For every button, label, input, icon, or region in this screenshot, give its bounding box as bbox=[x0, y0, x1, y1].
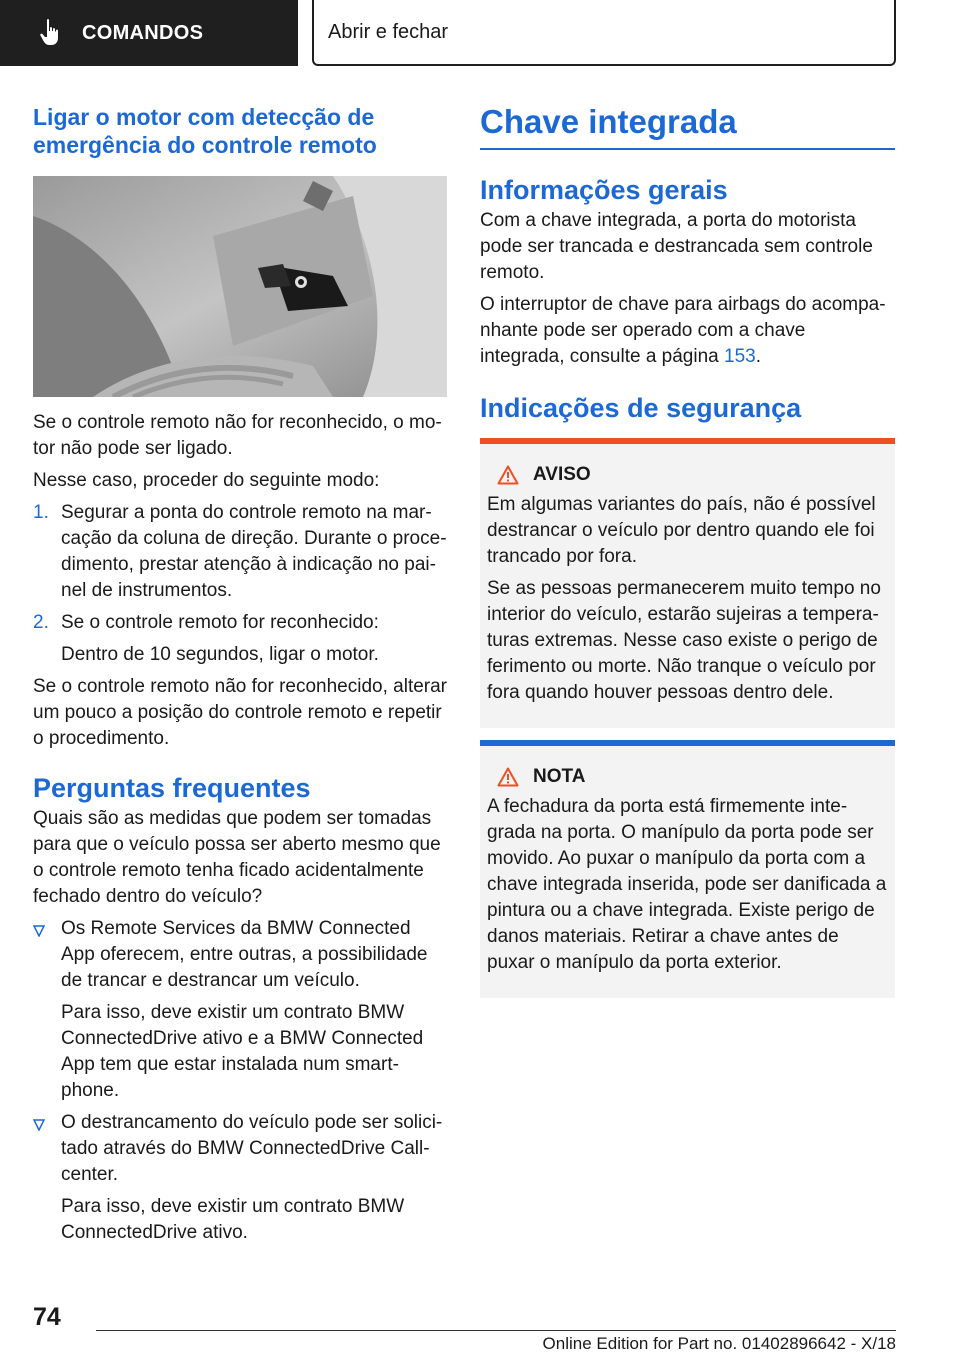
emergency-start-heading: Ligar o motor com detecção de emergência do controle remoto bbox=[33, 104, 377, 158]
right-column bbox=[480, 100, 895, 998]
note-label: NOTA bbox=[533, 766, 586, 787]
note-box bbox=[480, 740, 895, 998]
not-recognized-text: Se o controle remoto não for reconhecido, o mo-tor não pode ser ligado. bbox=[33, 412, 442, 459]
page-number: 74 bbox=[33, 1303, 61, 1331]
step-item bbox=[33, 610, 447, 668]
warning-text: Se as pessoas permanecerem muito tempo no interior do veículo, estarão sujeiras a tempera-turas extremas. Nesse caso existe o perigo de ferimento ou morte. Não tranque o veículo por fora quando houver pessoas dentro dele. bbox=[487, 578, 881, 703]
airbag-switch-text: O interruptor de chave para airbags do acompa-nhante pode ser operado com a chave integrada, consulte a página 153. bbox=[480, 294, 886, 367]
step-number: 2. bbox=[33, 612, 49, 633]
steering-column-key-photo bbox=[33, 176, 447, 397]
chapter-title: Abrir e fechar bbox=[328, 20, 449, 43]
triangle-bullet-icon bbox=[33, 925, 45, 937]
warning-text: Em algumas variantes do país, não é possível destrancar o veículo por dentro quando ele foi trancado por fora. bbox=[487, 494, 876, 567]
page-reference-link[interactable]: 153 bbox=[724, 346, 756, 367]
list-item-text: O destrancamento do veículo pode ser solici-tado através do BMW ConnectedDrive Call-center. bbox=[61, 1112, 443, 1185]
note-bar bbox=[480, 740, 895, 746]
procedure-intro: Nesse caso, proceder do seguinte modo: bbox=[33, 470, 380, 491]
list-item-subtext: Para isso, deve existir um contrato BMW ConnectedDrive ativo e a BMW Connected App tem que estar instalada num smart-phone. bbox=[61, 1002, 424, 1101]
note-text: A fechadura da porta está firmemente inte-grada na porta. O manípulo da porta pode ser movido. Ao puxar o manípulo da porta com a chave integrada inserida, pode ser danificada a pintura ou a chave integrada. Existe perigo de danos materiais. Retirar a chave antes de puxar o manípulo da porta exterior. bbox=[487, 796, 887, 973]
list-item bbox=[33, 1110, 447, 1246]
step-text: Se o controle remoto for reconhecido: bbox=[61, 612, 379, 633]
section-title: COMANDOS bbox=[82, 21, 204, 44]
warning-triangle-icon bbox=[497, 767, 519, 787]
general-info-text: Com a chave integrada, a porta do motorista pode ser trancada e destrancada sem controle remoto. bbox=[480, 210, 873, 283]
faq-heading: Perguntas frequentes bbox=[33, 773, 311, 803]
heading-rule bbox=[480, 148, 895, 150]
faq-question: Quais são as medidas que podem ser tomadas para que o veículo possa ser aberto mesmo que o controle remoto tenha ficado acidentalmente fechado dentro do veículo? bbox=[33, 808, 441, 907]
list-item-subtext: Para isso, deve existir um contrato BMW ConnectedDrive ativo. bbox=[61, 1196, 405, 1243]
footer-rule bbox=[96, 1330, 896, 1331]
warning-bar bbox=[480, 438, 895, 444]
hand-pointer-icon bbox=[38, 18, 64, 48]
step-number: 1. bbox=[33, 502, 49, 523]
list-item-text: Os Remote Services da BMW Connected App oferecem, entre outras, a possibilidade de trancar e destrancar um veículo. bbox=[61, 918, 428, 991]
warning-triangle-icon bbox=[497, 465, 519, 485]
chapter-tab bbox=[312, 0, 896, 66]
warning-label: AVISO bbox=[533, 464, 591, 485]
triangle-bullet-icon bbox=[33, 1119, 45, 1131]
section-tab bbox=[0, 0, 298, 66]
step-subtext: Dentro de 10 segundos, ligar o motor. bbox=[61, 644, 379, 665]
retry-text: Se o controle remoto não for reconhecido, alterar um pouco a posição do controle remoto e repetir o procedimento. bbox=[33, 676, 448, 749]
integrated-key-heading: Chave integrada bbox=[480, 103, 737, 140]
general-info-heading: Informações gerais bbox=[480, 175, 728, 205]
warning-box bbox=[480, 438, 895, 728]
step-item bbox=[33, 500, 447, 604]
list-item bbox=[33, 916, 447, 1104]
safety-heading: Indicações de segurança bbox=[480, 393, 802, 423]
step-text: Segurar a ponta do controle remoto na mar-cação da coluna de direção. Durante o proce-dimento, prestar atenção à indicação no pai-nel de instrumentos. bbox=[61, 502, 447, 601]
footer-edition: Online Edition for Part no. 01402896642 - X/18 bbox=[542, 1334, 896, 1353]
left-column bbox=[33, 100, 447, 1246]
